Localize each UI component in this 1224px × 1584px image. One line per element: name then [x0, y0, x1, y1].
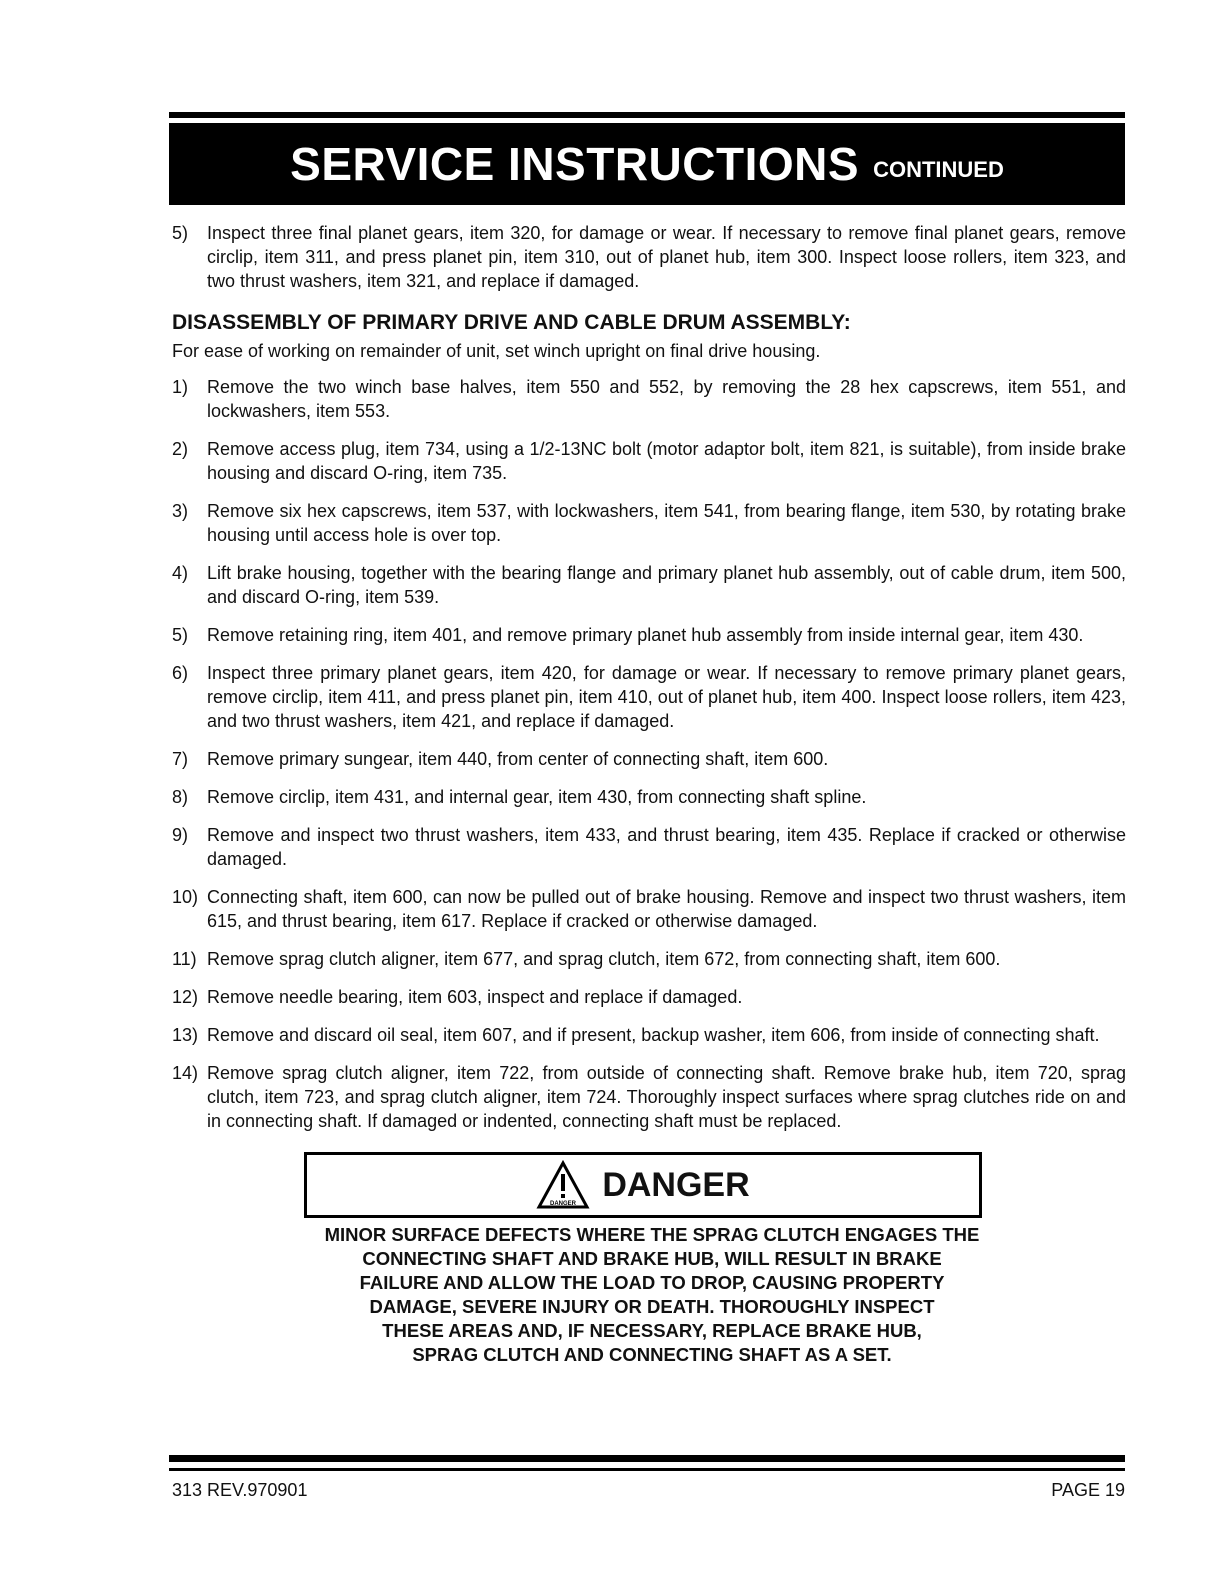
step-number: 5): [172, 625, 189, 645]
warning-triangle-icon: [536, 1160, 590, 1210]
top-rule: [169, 112, 1125, 118]
step-item: [172, 885, 1126, 933]
step-item: [172, 561, 1126, 609]
step-text: Inspect three final planet gears, item 320, for damage or wear. If necessary to remove final planet gears, remove circlip, item 311, and press planet pin, item 310, out of planet hub, item 300. Inspect loose rollers, item 323, and two thrust washers, item 321, and replace if damaged.: [207, 223, 1126, 291]
document-revision: 313 REV.970901: [172, 1480, 308, 1500]
step-text: Inspect three primary planet gears, item 420, for damage or wear. If necessary to remove primary planet gears, remove circlip, item 411, and press planet pin, item 410, out of planet hub, item 400. Inspect loose rollers, item 423, and two thrust washers, item 421, and replace if damaged.: [207, 663, 1126, 731]
danger-title: DANGER: [602, 1165, 750, 1204]
step-item: [172, 1023, 1126, 1047]
step-number: 11): [172, 949, 197, 969]
section-heading: DISASSEMBLY OF PRIMARY DRIVE AND CABLE DRUM ASSEMBLY:: [172, 311, 851, 334]
step-text: Remove and inspect two thrust washers, item 433, and thrust bearing, item 435. Replace if cracked or otherwise damaged.: [207, 825, 1126, 869]
step-item: [172, 221, 1126, 293]
step-text: Remove sprag clutch aligner, item 677, and sprag clutch, item 672, from connecting shaft, item 600.: [207, 949, 1001, 969]
step-text: Lift brake housing, together with the bearing flange and primary planet hub assembly, out of cable drum, item 500, and discard O-ring, item 539.: [207, 563, 1126, 607]
step-number: 9): [172, 825, 189, 845]
step-text: Remove circlip, item 431, and internal gear, item 430, from connecting shaft spline.: [207, 787, 867, 807]
page-subtitle: CONTINUED: [873, 157, 1004, 182]
page-number: PAGE 19: [1051, 1480, 1125, 1500]
danger-line: THESE AREAS AND, IF NECESSARY, REPLACE BRAKE HUB,: [382, 1320, 922, 1341]
step-number: 14): [172, 1063, 199, 1083]
step-number: 2): [172, 439, 189, 459]
step-item: [172, 437, 1126, 485]
step-number: 4): [172, 563, 189, 583]
footer-rule-thick: [169, 1455, 1125, 1462]
step-item: [172, 823, 1126, 871]
step-item: [172, 375, 1126, 423]
step-item: [172, 661, 1126, 733]
step-item: [172, 785, 1126, 809]
page-header: [169, 123, 1125, 205]
step-number: 10): [172, 887, 199, 907]
step-text: Connecting shaft, item 600, can now be pulled out of brake housing. Remove and inspect two thrust washers, item 615, and thrust bearing, item 617. Replace if cracked or otherwise damaged.: [207, 887, 1126, 931]
step-text: Remove needle bearing, item 603, inspect and replace if damaged.: [207, 987, 743, 1007]
step-item: [172, 747, 1126, 771]
step-text: Remove the two winch base halves, item 550 and 552, by removing the 28 hex capscrews, item 551, and lockwashers, item 553.: [207, 377, 1126, 421]
danger-line: FAILURE AND ALLOW THE LOAD TO DROP, CAUSING PROPERTY: [359, 1272, 945, 1293]
step-number: 12): [172, 987, 199, 1007]
danger-line: CONNECTING SHAFT AND BRAKE HUB, WILL RESULT IN BRAKE: [362, 1248, 942, 1269]
page-title: SERVICE INSTRUCTIONS: [290, 138, 860, 190]
instructions-content: [172, 221, 1126, 1147]
step-text: Remove six hex capscrews, item 537, with lockwashers, item 541, from bearing flange, item 530, by rotating brake housing until access hole is over top.: [207, 501, 1126, 545]
danger-line: MINOR SURFACE DEFECTS WHERE THE SPRAG CLUTCH ENGAGES THE: [324, 1224, 980, 1245]
danger-line: SPRAG CLUTCH AND CONNECTING SHAFT AS A SET.: [412, 1344, 892, 1365]
footer-rule-thin: [169, 1468, 1125, 1471]
danger-icon-label: DANGER: [550, 1201, 577, 1207]
step-number: 13): [172, 1025, 199, 1045]
step-number: 3): [172, 501, 189, 521]
step-item: [172, 985, 1126, 1009]
step-text: Remove primary sungear, item 440, from center of connecting shaft, item 600.: [207, 749, 829, 769]
step-text: Remove and discard oil seal, item 607, and if present, backup washer, item 606, from inside of connecting shaft.: [207, 1025, 1100, 1045]
step-item: [172, 947, 1126, 971]
step-item: [172, 1061, 1126, 1133]
step-number: 1): [172, 377, 189, 397]
danger-message: [262, 1223, 1042, 1367]
step-text: Remove access plug, item 734, using a 1/2-13NC bolt (motor adaptor bolt, item 821, is suitable), from inside brake housing and discard O-ring, item 735.: [207, 439, 1126, 483]
step-number: 5): [172, 223, 189, 243]
danger-banner: [304, 1152, 982, 1218]
step-item: [172, 499, 1126, 547]
step-text: Remove sprag clutch aligner, item 722, from outside of connecting shaft. Remove brake hub, item 720, sprag clutch, item 723, and sprag clutch aligner, item 724. Thoroughly inspect surfaces where sprag clutches ride on and in connecting shaft. If damaged or indented, connecting shaft must be replaced.: [207, 1063, 1126, 1131]
step-number: 6): [172, 663, 189, 683]
step-number: 7): [172, 749, 189, 769]
danger-line: DAMAGE, SEVERE INJURY OR DEATH. THOROUGHLY INSPECT: [369, 1296, 935, 1317]
step-number: 8): [172, 787, 189, 807]
step-text: Remove retaining ring, item 401, and remove primary planet hub assembly from inside internal gear, item 430.: [207, 625, 1084, 645]
section-intro: For ease of working on remainder of unit, set winch upright on final drive housing.: [172, 341, 821, 361]
step-item: [172, 623, 1126, 647]
